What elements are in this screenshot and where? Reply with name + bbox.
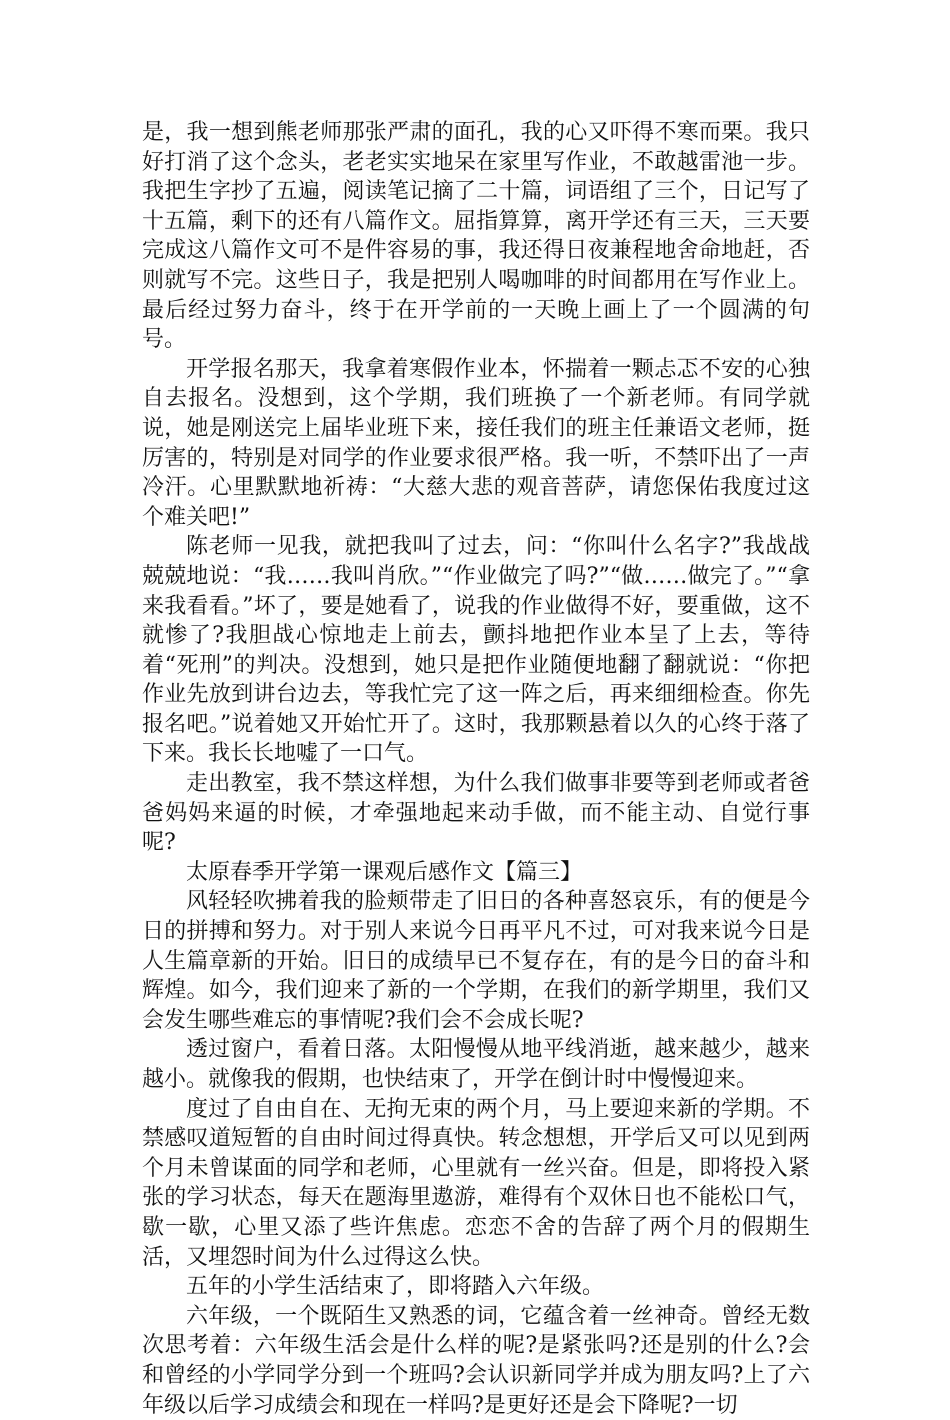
paragraph: 风轻轻吹拂着我的脸颊带走了旧日的各种喜怒哀乐，有的便是今日的拼搏和努力。对于别人来说今日再平凡不过，可对我来说今日是人生篇章新的开始。旧日的成绩早已不复存在，有的是今日的奋斗和辉煌。如今，我们迎来了新的一个学期，在我们的新学期里，我们又会发生哪些难忘的事情呢?我们会不会成长呢? xyxy=(142,889,810,1033)
section-heading: 太原春季开学第一课观后感作文【篇三】 xyxy=(186,859,583,885)
paragraph-continued: 是，我一想到熊老师那张严肃的面孔，我的心又吓得不寒而栗。我只好打消了这个念头，老老实实地呆在家里写作业，不敢越雷池一步。我把生字抄了五遍，阅读笔记摘了二十篇，词语组了三个，日记写了十五篇，剩下的还有八篇作文。屈指算算，离开学还有三天，三天要完成这八篇作文可不是件容易的事，我还得日夜兼程地舍命地赶，否则就写不完。这些日子，我是把别人喝咖啡的时间都用在写作业上。最后经过努力奋斗，终于在开学前的一天晚上画上了一个圆满的句号。 xyxy=(142,120,810,353)
paragraph: 五年的小学生活结束了，即将踏入六年级。 xyxy=(186,1274,605,1300)
paragraph: 度过了自由自在、无拘无束的两个月，马上要迎来新的学期。不禁感叹道短暂的自由时间过得真快。转念想想，开学后又可以见到两个月未曾谋面的同学和老师，心里就有一丝兴奋。但是，即将投入紧张的学习状态，每天在题海里遨游，难得有个双休日也不能松口气，歇一歇，心里又添了些许焦虑。恋恋不舍的告辞了两个月的假期生活，又埋怨时间为什么过得这么快。 xyxy=(142,1096,810,1270)
paragraph: 透过窗户，看着日落。太阳慢慢从地平线消逝，越来越少，越来越小。就像我的假期，也快结束了，开学在倒计时中慢慢迎来。 xyxy=(142,1037,810,1092)
paragraph: 陈老师一见我，就把我叫了过去，问：“你叫什么名字?”我战战兢兢地说：“我……我叫肖欣。”“作业做完了吗?”“做……做完了。”“拿来我看看。”坏了，要是她看了，说我的作业做得不好，要重做，这不就惨了?我胆战心惊地走上前去，颤抖地把作业本呈了上去，等待着“死刑”的判决。没想到，她只是把作业随便地翻了翻就说：“你把作业先放到讲台边去，等我忙完了这一阵之后，再来细细检查。你先报名吧。”说着她又开始忙开了。这时，我那颗悬着以久的心终于落了下来。我长长地嘘了一口气。 xyxy=(142,534,810,767)
paragraph: 走出教室，我不禁这样想，为什么我们做事非要等到老师或者爸爸妈妈来逼的时候，才牵强地起来动手做，而不能主动、自觉行事呢? xyxy=(142,771,810,856)
paragraph: 开学报名那天，我拿着寒假作业本，怀揣着一颗忐忑不安的心独自去报名。没想到，这个学期，我们班换了一个新老师。有同学就说，她是刚送完上届毕业班下来，接任我们的班主任兼语文老师，挺厉害的，特别是对同学的作业要求很严格。我一听，不禁吓出了一声冷汗。心里默默地祈祷：“大慈大悲的观音菩萨，请您保佑我度过这个难关吧!” xyxy=(142,356,810,530)
paragraph: 六年级，一个既陌生又熟悉的词，它蕴含着一丝神奇。曾经无数次思考着：六年级生活会是什么样的呢?是紧张吗?还是别的什么?会和曾经的小学同学分到一个班吗?会认识新同学并成为朋友吗?上了六年级以后学习成绩会和现在一样吗?是更好还是会下降呢?一切 xyxy=(142,1303,810,1418)
document-body xyxy=(142,118,810,1420)
